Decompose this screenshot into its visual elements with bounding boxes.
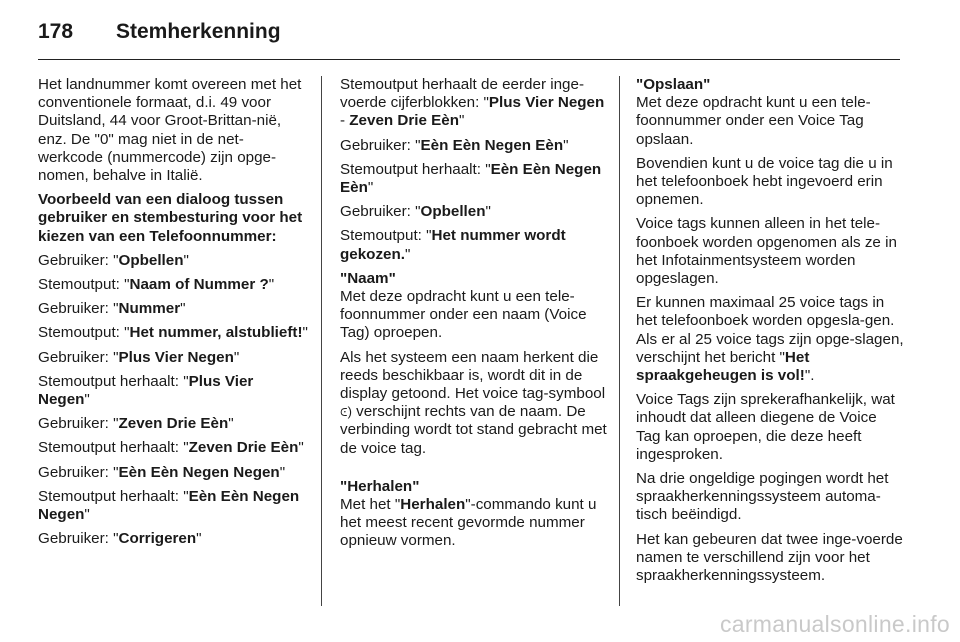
dialog-line: Stemoutput: "Het nummer, alstublieft!" bbox=[38, 324, 308, 342]
intro-paragraph: Het landnummer komt overeen met het conventionele formaat, d.i. 49 voor Duitsland, 44 voor Groot-Brittan-nië, enz. De "0" mag niet in de net-werkcode (nummercode) zijn opge-nomen, behalve in Italië. bbox=[38, 76, 302, 185]
dialog-line: Stemoutput herhaalt: "Plus Vier Negen" bbox=[38, 372, 254, 409]
dialog-line: Stemoutput herhaalt: "Eèn Eèn Negen Eèn" bbox=[340, 160, 602, 197]
dialog-line: Gebruiker: "Eèn Eèn Negen Eèn" bbox=[340, 136, 569, 154]
dialog-line: Gebruiker: "Eèn Eèn Negen Negen" bbox=[38, 463, 286, 481]
column-2 bbox=[340, 76, 608, 557]
herhalen-description: Met het "Herhalen"-commando kunt u het meest recent gevormde nummer opnieuw vormen. bbox=[340, 496, 597, 550]
dialog-line: Stemoutput herhaalt: "Eèn Eèn Negen Negen" bbox=[38, 487, 300, 524]
dialog-line: Stemoutput herhaalt: "Zeven Drie Eèn" bbox=[38, 439, 304, 457]
dialog-example-heading: Voorbeeld van een dialoog tussen gebruiker en stembesturing voor het kiezen van een Telefoonnummer: bbox=[38, 191, 303, 245]
paragraph-tag-storage: Voice tags kunnen alleen in het tele-foonboek worden opgenomen als ze in het Infotainmentsysteem worden opgeslagen. bbox=[636, 215, 897, 288]
naam-heading: "Naam" bbox=[340, 269, 396, 287]
column-3 bbox=[636, 76, 904, 591]
dialog-line: Stemoutput: "Naam of Nummer ?" bbox=[38, 276, 275, 294]
dialog-line: Gebruiker: "Opbellen" bbox=[38, 251, 189, 269]
header-divider bbox=[38, 59, 900, 60]
paragraph-invalid-attempts: Na drie ongeldige pogingen wordt het spraakherkenningssysteem automa-tisch beëindigd. bbox=[636, 470, 889, 524]
dialog-line: Gebruiker: "Zeven Drie Eèn" bbox=[38, 415, 234, 433]
repeat-blocks-paragraph: Stemoutput herhaalt de eerder inge-voerde cijferblokken: "Plus Vier Negen - Zeven Drie Eèn" bbox=[340, 76, 605, 130]
naam-description: Met deze opdracht kunt u een tele-foonnummer onder een naam (Voice Tag) oproepen. bbox=[340, 288, 587, 342]
column-1 bbox=[38, 76, 308, 554]
dialog-lines-continued bbox=[340, 137, 608, 264]
naam-recognition-paragraph: Als het systeem een naam herkent die reeds beschikbaar is, wordt dit in de display getoond. Het voice tag-symbool ⪽) verschijnt rechts van de naam. De verbinding wordt tot stand gebracht met de voice tag. bbox=[340, 348, 607, 457]
dialog-lines bbox=[38, 252, 308, 549]
dialog-line: Stemoutput: "Het nummer wordt gekozen." bbox=[340, 227, 566, 263]
opslaan-description: Met deze opdracht kunt u een tele-foonnummer onder een Voice Tag opslaan. bbox=[636, 94, 871, 148]
paragraph-phonebook-tag: Bovendien kunt u de voice tag die u in het telefoonboek hebt ingevoerd erin opnemen. bbox=[636, 154, 893, 209]
chapter-title: Stemherkenning bbox=[116, 20, 281, 43]
paragraph-speaker-dependent: Voice Tags zijn sprekerafhankelijk, wat inhoudt dat alleen diegene de Voice Tag kan oproepen, die deze heeft ingesproken. bbox=[636, 391, 895, 463]
column-divider-1 bbox=[321, 76, 322, 606]
paragraph-max-tags: Er kunnen maximaal 25 voice tags in het telefoonboek worden opgesla-gen. Als er al 25 voice tags zijn opge-slagen, verschijnt het bericht "Het spraakgeheugen is vol!". bbox=[636, 294, 904, 385]
herhalen-heading: "Herhalen" bbox=[340, 477, 420, 495]
opslaan-heading: "Opslaan" bbox=[636, 76, 711, 93]
watermark: carmanualsonline.info bbox=[719, 611, 950, 637]
page-number: 178 bbox=[38, 20, 74, 43]
dialog-line: Gebruiker: "Opbellen" bbox=[340, 203, 491, 221]
column-divider-2 bbox=[619, 76, 620, 606]
paragraph-similar-names: Het kan gebeuren dat twee inge-voerde namen te verschillend zijn voor het spraakherkenningssysteem. bbox=[636, 530, 903, 585]
voice-tag-icon: ⪽) bbox=[340, 404, 352, 420]
page-header bbox=[38, 18, 902, 58]
dialog-line: Gebruiker: "Nummer" bbox=[38, 300, 186, 318]
dialog-line: Gebruiker: "Corrigeren" bbox=[38, 530, 202, 548]
dialog-line: Gebruiker: "Plus Vier Negen" bbox=[38, 348, 240, 366]
